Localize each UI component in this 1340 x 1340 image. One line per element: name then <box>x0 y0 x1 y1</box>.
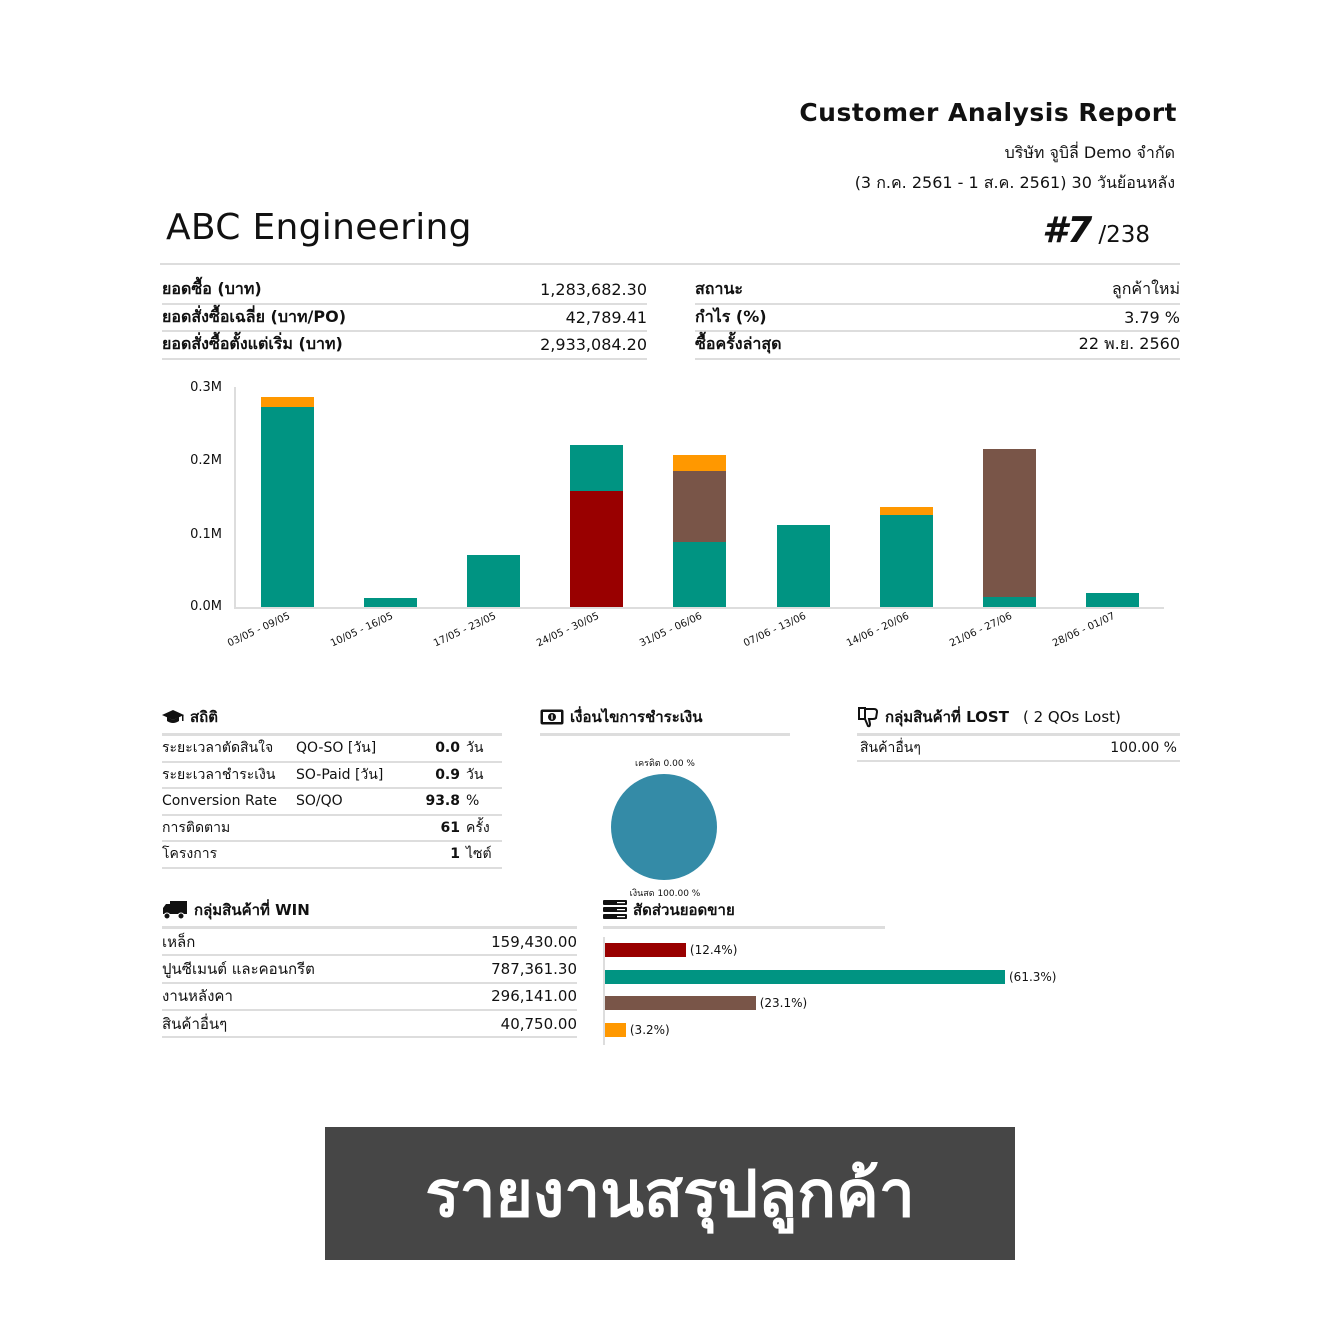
share-bar <box>605 1023 626 1037</box>
summary-right-table <box>695 277 1180 360</box>
lost-title-text: กลุ่มสินค้าที่ LOST <box>885 708 1009 726</box>
share-row <box>605 990 1063 1017</box>
stat-label: Conversion Rate <box>162 793 278 810</box>
bar-segment <box>261 407 314 607</box>
bar-segment <box>364 598 417 607</box>
share-pct-label: (61.3%) <box>1009 969 1057 984</box>
x-tick-label: 21/06 - 27/06 <box>947 610 1014 650</box>
win-value: 159,430.00 <box>491 932 577 951</box>
win-value: 40,750.00 <box>500 1014 577 1033</box>
rank-number: #7 <box>1042 210 1093 251</box>
win-title <box>162 898 577 929</box>
company-name: บริษัท จูบิลี่ Demo จำกัด <box>1004 143 1175 162</box>
stat-unit: วัน <box>466 766 484 783</box>
summary-row <box>162 277 647 305</box>
lost-row <box>857 736 1180 762</box>
customer-name: ABC Engineering <box>166 207 472 248</box>
report-date-range: (3 ก.ค. 2561 - 1 ส.ค. 2561) 30 วันย้อนหลัง <box>854 173 1175 192</box>
stat-metric: QO-SO [วัน] <box>296 740 377 757</box>
chart-bar <box>1086 593 1139 607</box>
header-divider <box>160 263 1180 265</box>
x-tick-label: 10/05 - 16/05 <box>329 610 396 650</box>
lost-title <box>857 705 1180 736</box>
summary-label: กำไร (%) <box>695 306 767 326</box>
stat-value: 93.8 <box>425 793 460 810</box>
stat-label: การติดตาม <box>162 819 231 836</box>
summary-value: ลูกค้าใหม่ <box>1111 279 1180 299</box>
summary-row <box>162 332 647 360</box>
x-tick-label: 28/06 - 01/07 <box>1050 610 1117 650</box>
credit-label: เครดิต 0.00 % <box>635 759 695 769</box>
stat-metric: SO/QO <box>296 793 343 810</box>
win-row <box>162 1011 577 1038</box>
stat-value: 61 <box>440 819 460 836</box>
summary-value: 22 พ.ย. 2560 <box>1078 334 1180 354</box>
stats-title-text: สถิติ <box>190 708 218 726</box>
stat-row <box>162 842 502 869</box>
bar-area <box>236 387 1164 607</box>
x-axis-line <box>234 607 1164 609</box>
stat-unit: ไซต์ <box>466 846 492 863</box>
chart-bar <box>983 449 1036 607</box>
share-pct-label: (3.2%) <box>629 1022 670 1037</box>
summary-label: ซื้อครั้งล่าสุด <box>695 334 782 354</box>
x-axis-labels <box>226 610 1164 650</box>
stat-value: 0.9 <box>435 766 460 783</box>
y-tick: 0.1M <box>190 527 222 542</box>
bar-segment <box>570 445 623 491</box>
payment-title-text: เงื่อนไขการชำระเงิน <box>570 708 703 726</box>
cash-label: เงินสด 100.00 % <box>629 889 701 899</box>
bar-segment <box>880 507 933 515</box>
bar-segment <box>880 515 933 607</box>
share-title-text: สัดส่วนยอดขาย <box>633 901 735 919</box>
bar-segment <box>261 397 314 407</box>
win-row <box>162 984 577 1011</box>
stat-row <box>162 736 502 763</box>
y-tick: 0.0M <box>190 599 222 614</box>
summary-label: ยอดสั่งซื้อตั้งแต่เริ่ม (บาท) <box>162 334 343 354</box>
sales-share-bars <box>603 937 1063 1045</box>
y-tick: 0.3M <box>190 380 222 395</box>
share-row <box>605 964 1063 991</box>
stat-metric: SO-Paid [วัน] <box>296 766 384 783</box>
lost-value: 100.00 % <box>1110 740 1177 756</box>
bar-segment <box>467 555 520 607</box>
x-tick-label: 17/05 - 23/05 <box>432 610 499 650</box>
payment-pie-chart <box>540 736 790 899</box>
sales-share-section <box>603 898 1063 1045</box>
win-label: เหล็ก <box>162 932 196 951</box>
rank-total: /238 <box>1098 222 1150 248</box>
customer-rank <box>1042 210 1150 251</box>
thumbs-down-icon <box>857 706 879 728</box>
summary-value: 3.79 % <box>1124 307 1180 327</box>
stat-unit: ครั้ง <box>466 819 490 836</box>
summary-left-table <box>162 277 647 360</box>
x-tick-label: 31/05 - 06/06 <box>638 610 705 650</box>
chart-bar <box>467 555 520 607</box>
share-bar <box>605 943 686 957</box>
win-label: ปูนซีเมนต์ และคอนกรีต <box>162 959 315 978</box>
bar-segment <box>777 525 830 607</box>
server-stack-icon <box>603 900 627 920</box>
page-banner: รายงานสรุปลูกค้า <box>325 1127 1015 1260</box>
y-axis-ticks <box>160 375 222 615</box>
y-tick: 0.2M <box>190 453 222 468</box>
win-label: สินค้าอื่นๆ <box>162 1014 228 1033</box>
x-tick-label: 24/05 - 30/05 <box>535 610 602 650</box>
stat-row <box>162 789 502 816</box>
stat-row <box>162 763 502 790</box>
share-bar <box>605 970 1005 984</box>
payment-terms-section <box>540 705 790 899</box>
win-title-text: กลุ่มสินค้าที่ WIN <box>194 901 310 919</box>
lost-products-section <box>857 705 1180 762</box>
bar-segment <box>673 471 726 542</box>
chart-bar <box>673 455 726 607</box>
share-row <box>605 1017 1063 1044</box>
stat-label: โครงการ <box>162 846 218 863</box>
stat-row <box>162 816 502 843</box>
win-value: 296,141.00 <box>491 987 577 1006</box>
win-row <box>162 956 577 983</box>
summary-row <box>695 305 1180 333</box>
summary-row <box>695 332 1180 360</box>
report-title: Customer Analysis Report <box>799 98 1177 127</box>
graduation-cap-icon <box>162 710 184 724</box>
bar-segment <box>1086 593 1139 607</box>
summary-label: ยอดซื้อ (บาท) <box>162 279 262 299</box>
x-tick-label: 03/05 - 09/05 <box>226 610 292 650</box>
win-value: 787,361.30 <box>491 959 577 978</box>
lost-count: ( 2 QOs Lost) <box>1022 708 1121 726</box>
stat-label: ระยะเวลาตัดสินใจ <box>162 740 274 757</box>
summary-row <box>162 305 647 333</box>
summary-value: 42,789.41 <box>565 307 647 327</box>
stat-unit: วัน <box>466 740 484 757</box>
stat-unit: % <box>466 793 480 810</box>
share-row <box>605 937 1063 964</box>
summary-value: 2,933,084.20 <box>540 335 647 355</box>
share-bar <box>605 996 756 1010</box>
chart-bar <box>777 525 830 607</box>
bar-segment <box>570 491 623 607</box>
chart-bar <box>570 445 623 607</box>
bar-segment <box>983 597 1036 607</box>
summary-label: สถานะ <box>695 279 743 299</box>
weekly-sales-chart <box>160 375 1170 685</box>
summary-row <box>695 277 1180 305</box>
chart-bar <box>364 598 417 607</box>
summary-label: ยอดสั่งซื้อเฉลี่ย (บาท/PO) <box>162 306 347 326</box>
chart-bar <box>880 507 933 607</box>
payment-title <box>540 705 790 736</box>
money-bill-icon <box>540 709 564 725</box>
share-title <box>603 898 885 929</box>
win-row <box>162 929 577 956</box>
bar-segment <box>673 455 726 470</box>
cash-pie-slice <box>611 774 717 880</box>
stat-value: 1 <box>450 846 460 863</box>
win-products-section <box>162 898 577 1038</box>
win-label: งานหลังคา <box>162 987 233 1006</box>
share-pct-label: (12.4%) <box>689 943 738 958</box>
bar-segment <box>673 542 726 607</box>
summary-value: 1,283,682.30 <box>540 280 647 300</box>
chart-bar <box>261 397 314 607</box>
x-tick-label: 07/06 - 13/06 <box>741 610 808 650</box>
bar-segment <box>983 449 1036 596</box>
stats-title <box>162 705 502 736</box>
lost-label: สินค้าอื่นๆ <box>860 740 921 756</box>
truck-icon <box>162 900 188 920</box>
stats-section <box>162 705 502 869</box>
share-pct-label: (23.1%) <box>759 996 808 1011</box>
stat-label: ระยะเวลาชำระเงิน <box>162 766 276 783</box>
x-tick-label: 14/06 - 20/06 <box>844 610 911 650</box>
stat-value: 0.0 <box>435 740 460 757</box>
